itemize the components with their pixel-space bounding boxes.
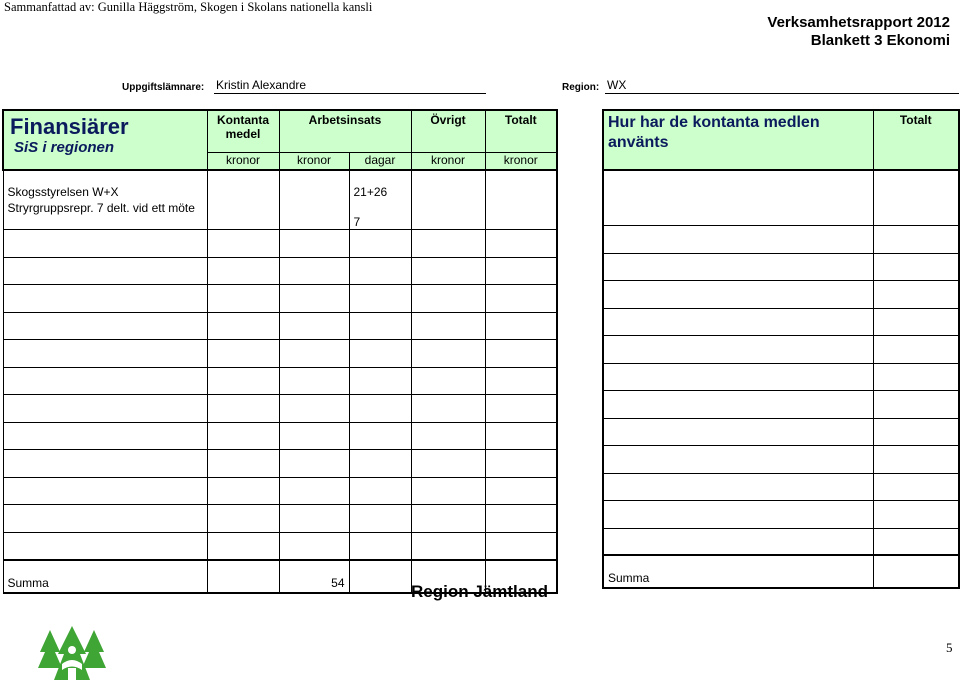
financiers-title: Finansiärer [10, 114, 129, 139]
report-title: Verksamhetsrapport 2012 [767, 14, 950, 31]
table-row [3, 395, 557, 423]
table-row [603, 335, 959, 363]
report-header [767, 14, 950, 50]
sum-dagar-cell [279, 560, 349, 593]
table-row [603, 418, 959, 445]
reporter-field[interactable]: Kristin Alexandre [214, 78, 486, 94]
form-title: Blankett 3 Ekonomi [810, 32, 950, 49]
sum-dagar: 54 [331, 575, 345, 590]
financier-name: Skogsstyrelsen W+X [7, 185, 119, 199]
summary-line: Sammanfattad av: Gunilla Häggström, Skogen i Skolans nationella kansli [4, 0, 373, 14]
table-row [3, 478, 557, 505]
table-row [603, 528, 959, 555]
table-row [603, 390, 959, 418]
table-row [603, 280, 959, 308]
financier-name: Stryrgruppsrepr. 7 delt. vid ett möte [7, 201, 195, 215]
table-row [603, 500, 959, 528]
table-row [3, 258, 557, 285]
table-row [603, 445, 959, 473]
reporter-label: Uppgiftslämnare: [122, 82, 205, 93]
table-row [603, 473, 959, 500]
dagar-value: 21+26 [353, 185, 388, 199]
col-totalt: Totalt [485, 110, 557, 152]
table-row [3, 340, 557, 368]
usage-title: Hur har de kontanta medlen använts [608, 114, 820, 151]
table-row [3, 230, 557, 258]
unit-arb-dagar: dagar [349, 152, 411, 170]
region-name: Region Jämtland [411, 582, 548, 601]
usage-col-totalt: Totalt [873, 110, 959, 170]
page-number: 5 [946, 640, 953, 655]
table-row [603, 225, 959, 253]
usage-sum-cell [603, 555, 873, 588]
table-row [603, 308, 959, 335]
region-label: Region: [562, 82, 600, 93]
dagar-cell[interactable] [349, 170, 411, 230]
dagar-value: 7 [353, 215, 361, 229]
usage-sum-label: Summa [608, 571, 650, 585]
table-row [603, 363, 959, 390]
unit-arb-kronor: kronor [279, 152, 349, 170]
table-row [3, 505, 557, 533]
unit-ovrigt: kronor [411, 152, 485, 170]
unit-totalt: kronor [485, 152, 557, 170]
region-field[interactable]: WX [605, 78, 959, 94]
table-row [3, 533, 557, 560]
table-row [3, 170, 557, 230]
usage-header [603, 110, 873, 170]
table-row [3, 423, 557, 450]
col-arbetsinsats: Arbetsinsats [279, 110, 411, 152]
financiers-table [2, 109, 558, 594]
sum-label-cell [3, 560, 207, 593]
sum-label: Summa [7, 575, 49, 590]
table-row [3, 285, 557, 313]
usage-table [602, 109, 960, 589]
financier-cell[interactable] [3, 170, 207, 230]
financiers-subtitle: SiS i regionen [14, 139, 115, 156]
col-ovrigt: Övrigt [411, 110, 485, 152]
col-kontanta: Kontanta medel [207, 110, 279, 152]
kontanta-cell[interactable] [207, 170, 279, 230]
unit-kontanta: kronor [207, 152, 279, 170]
table-row [3, 368, 557, 395]
totalt-cell[interactable] [485, 170, 557, 230]
sum-row [603, 555, 959, 588]
table-row [3, 313, 557, 340]
financiers-header [3, 110, 207, 170]
table-row [3, 450, 557, 478]
ovrigt-cell[interactable] [411, 170, 485, 230]
table-row [603, 170, 959, 225]
arb-kronor-cell[interactable] [279, 170, 349, 230]
table-row [603, 253, 959, 280]
tree-logo-icon [38, 626, 106, 682]
